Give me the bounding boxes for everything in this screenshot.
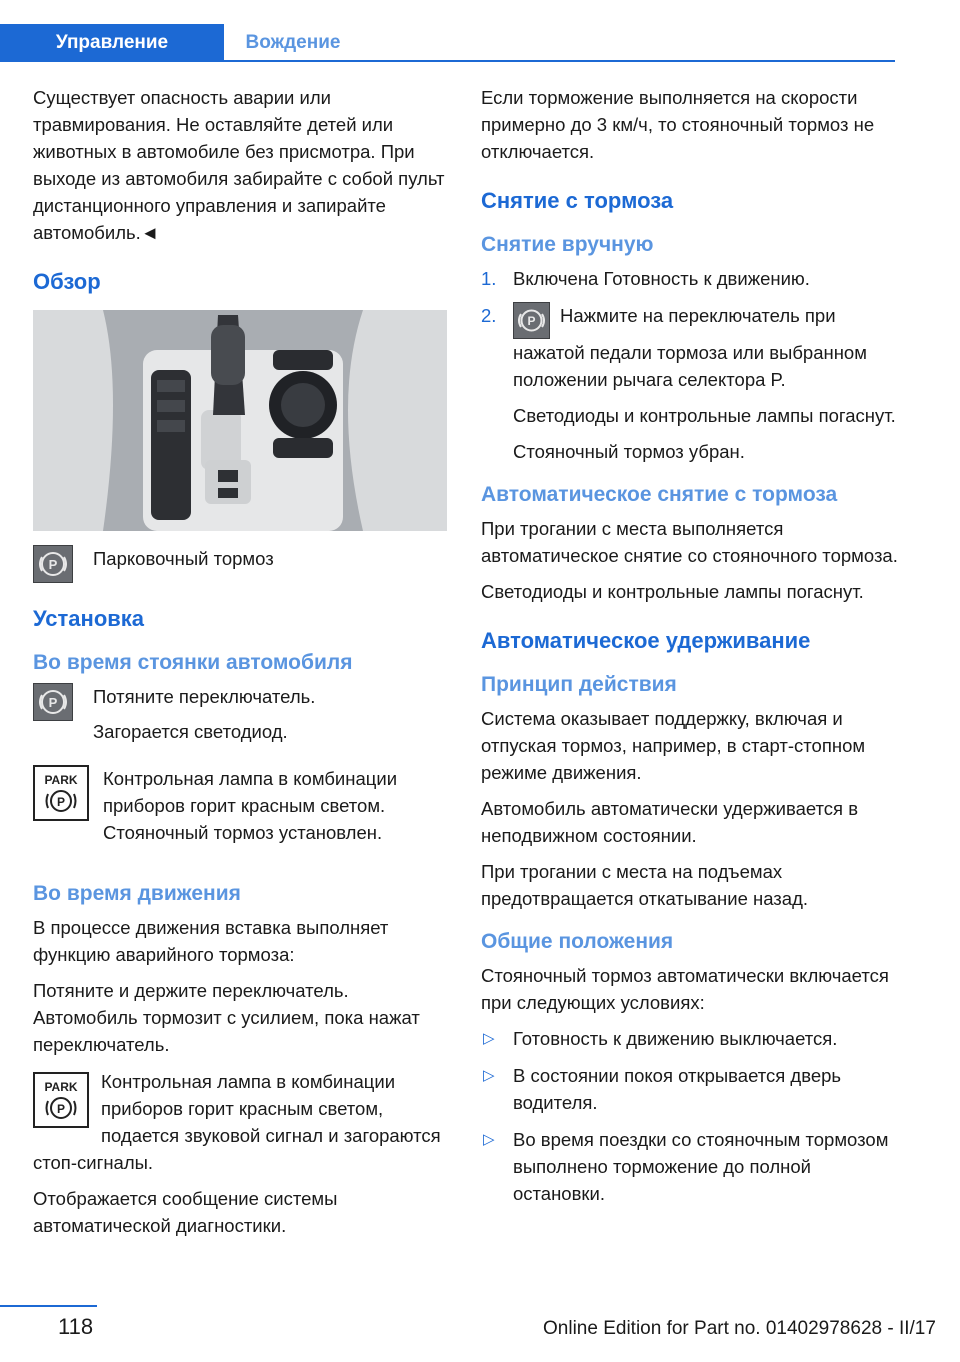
bullet-text: В состоянии покоя открывается дверь водителя. — [513, 1065, 842, 1113]
console-photo — [33, 310, 447, 531]
left-column — [33, 84, 451, 1248]
general-text: Стояночный тормоз автоматически включается при следующих условиях: — [481, 965, 889, 1013]
parked-step-2: Загорается светодиод. — [93, 721, 288, 742]
list-item — [481, 1062, 901, 1116]
heading-while-driving: Во время движения — [33, 882, 241, 905]
caption-row — [33, 545, 451, 583]
step-text: Светодиоды и контрольные лампы погаснут. — [513, 405, 896, 426]
parking-brake-switch-icon — [513, 302, 550, 339]
bullet-text: Готовность к движению выключается. — [513, 1028, 838, 1049]
step-text — [513, 302, 901, 393]
parked-step-1: Потяните переключатель. — [93, 686, 316, 707]
heading-auto-hold: Автоматическое удерживание — [481, 628, 811, 653]
svg-text:P: P — [48, 557, 58, 572]
photo-caption: Парковочный тормоз — [93, 548, 274, 569]
step-number: 1. — [481, 268, 497, 289]
page-number: 118 — [58, 1314, 94, 1339]
heading-overview: Обзор — [33, 269, 101, 294]
speed-text: Если торможение выполняется на скорости примерно до 3 км/ч, то стояночный тормоз не отключается. — [481, 87, 875, 162]
parked-row — [33, 683, 451, 753]
list-item — [481, 302, 901, 465]
list-item — [481, 1025, 901, 1052]
principle-text-2: Автомобиль автоматически удерживается в неподвижном состоянии. — [481, 798, 859, 846]
tab-driving[interactable]: Вождение — [245, 32, 341, 53]
park-lamp-text-2: Контрольная лампа в комбинации приборов горит красным светом, подается звуковой сигнал и загораются стоп-сигналы. — [33, 1071, 441, 1173]
step-text: Включена Готовность к движению. — [513, 268, 810, 289]
edition-info: Online Edition for Part no. 01402978628 - II/17 — [543, 1318, 936, 1339]
step-text: Стояночный тормоз убран. — [513, 441, 745, 462]
bullet-text: Во время поездки со стояночным тормозом выполнено торможение до полной остановки. — [513, 1129, 889, 1204]
svg-text:PARK: PARK — [44, 1080, 78, 1094]
bullet-triangle-icon: ▷ — [483, 1131, 495, 1148]
heading-auto-release: Автоматическое снятие с тормоза — [481, 483, 838, 506]
svg-text:P: P — [56, 1102, 66, 1116]
parking-brake-switch-icon — [33, 683, 73, 721]
park-lamp-block — [33, 1068, 451, 1176]
driving-text-2: Потяните и держите переключатель. Автомобиль тормозит с усилием, пока нажат переключатель. — [33, 980, 420, 1055]
conditions-list — [481, 1025, 901, 1207]
heading-general: Общие положения — [481, 930, 674, 953]
principle-text-3: При трогании с места на подъемах предотвращается откатывание назад. — [481, 861, 809, 909]
bullet-triangle-icon: ▷ — [483, 1030, 495, 1047]
parking-brake-switch-icon — [33, 545, 73, 583]
svg-text:P: P — [56, 795, 66, 809]
heading-release: Снятие с тормоза — [481, 188, 674, 213]
svg-text:P: P — [48, 695, 58, 710]
park-lamp-row — [33, 765, 451, 854]
svg-text:PARK: PARK — [44, 773, 78, 787]
console-illustration — [33, 310, 447, 531]
driving-text-3: Отображается сообщение системы автоматической диагностики. — [33, 1188, 338, 1236]
step-2-text: Нажмите на переключатель при нажатой педали тормоза или выбранном положении рычага селектора P. — [513, 305, 867, 390]
step-number: 2. — [481, 305, 497, 326]
release-steps — [481, 265, 901, 465]
driving-text-1: В процессе движения вставка выполняет функцию аварийного тормоза: — [33, 917, 389, 965]
warning-text: Существует опасность аварии или травмирования. Не оставляйте детей или животных в автомобиле без присмотра. При выходе из автомобиля забирайте с собой пульт дистанционного управления и запирайте автомобиль.◄ — [33, 87, 445, 243]
heading-setting: Установка — [33, 606, 145, 631]
park-indicator-icon — [33, 1072, 89, 1128]
footer-rule — [0, 1305, 97, 1307]
principle-text-1: Система оказывает поддержку, включая и отпуская тормоз, например, в старт-стопном режиме движения. — [481, 708, 866, 783]
heading-manual-release: Снятие вручную — [481, 233, 654, 256]
bullet-triangle-icon: ▷ — [483, 1067, 495, 1084]
list-item — [481, 265, 901, 292]
svg-text:P: P — [527, 314, 536, 328]
park-lamp-text-1: Контрольная лампа в комбинации приборов горит красным светом. Стояночный тормоз установлен. — [103, 768, 398, 843]
auto-release-text-1: При трогании с места выполняется автоматическое снятие со стояночного тормоза. — [481, 518, 898, 566]
auto-release-text-2: Светодиоды и контрольные лампы погаснут. — [481, 581, 864, 602]
header-tabs — [0, 24, 895, 64]
list-item — [481, 1126, 901, 1207]
park-indicator-icon — [33, 765, 89, 821]
heading-while-parked: Во время стоянки автомобиля — [33, 651, 353, 674]
right-column — [481, 84, 901, 1217]
heading-principle: Принцип действия — [481, 673, 677, 696]
tab-controls[interactable]: Управление — [0, 24, 224, 62]
